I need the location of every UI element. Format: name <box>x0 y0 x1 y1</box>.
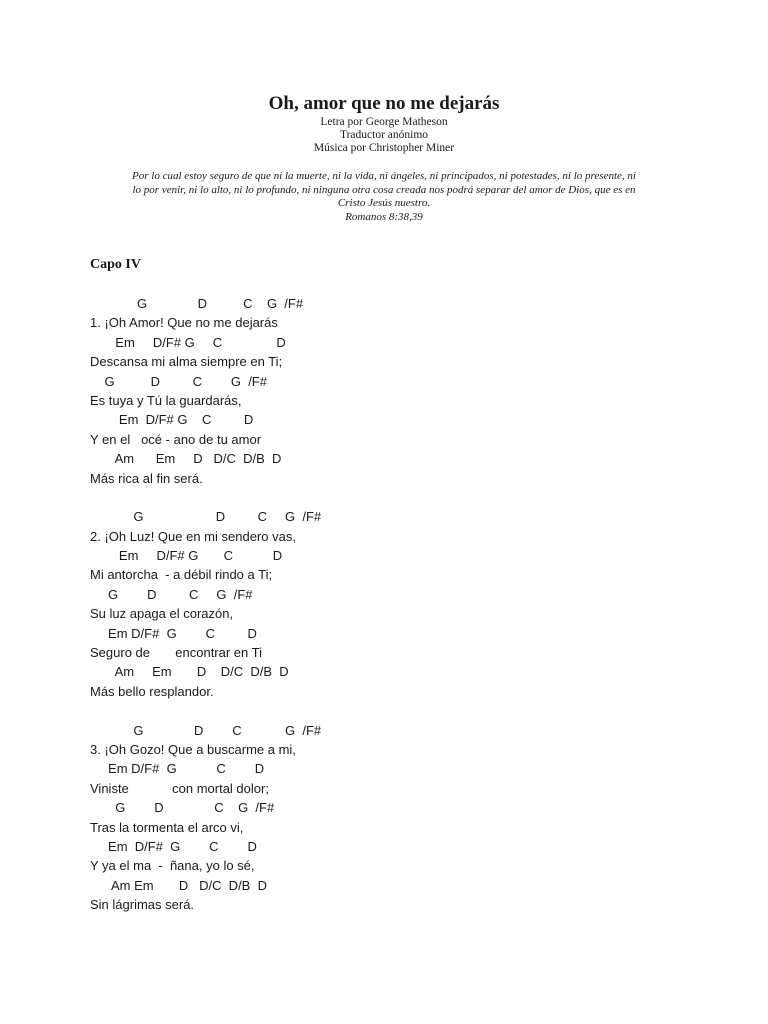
epigraph-line: Por lo cual estoy seguro de que ni la muerte, ni la vida, ni ángeles, ni principados, ni potestades, ni lo presente, ni <box>132 170 636 182</box>
lyric-line: Más rica al fin será. <box>90 470 203 486</box>
lyric-line: Y ya el ma - ñana, yo lo sé, <box>90 858 255 874</box>
song-body <box>90 294 710 915</box>
chord-line: G D C G /F# <box>90 722 322 738</box>
lyric-line: Sin lágrimas será. <box>90 897 195 913</box>
chord-line: Em D/F# G C D <box>90 548 283 564</box>
lyric-line: 1. ¡Oh Amor! Que no me dejarás <box>90 315 278 331</box>
scripture-epigraph <box>90 170 678 224</box>
verse-1 <box>90 294 710 488</box>
chord-line: Em D/F# G C D <box>90 625 257 641</box>
verse-spacer <box>90 488 710 507</box>
chord-line: G D C G /F# <box>90 373 267 389</box>
lyric-line: Y en el océ - ano de tu amor <box>90 431 262 447</box>
music-credit: Música por Christopher Miner <box>313 142 455 154</box>
lyric-line: Viniste con mortal dolor; <box>90 780 269 796</box>
chord-line: G D C G /F# <box>90 509 322 525</box>
scripture-reference: Romanos 8:38,39 <box>345 210 423 223</box>
epigraph-line: Cristo Jesús nuestro. <box>337 197 431 209</box>
chord-line: Em D/F# G C D <box>90 412 254 428</box>
chord-line: Em D/F# G C D <box>90 761 265 777</box>
chord-line: Em D/F# G C D <box>90 334 286 350</box>
lyric-line: 3. ¡Oh Gozo! Que a buscarme a mi, <box>90 741 296 757</box>
verse-spacer <box>90 701 710 720</box>
lyric-line: Descansa mi alma siempre en Ti; <box>90 354 283 370</box>
song-title: Oh, amor que no me dejarás <box>268 93 500 114</box>
lyric-line: Es tuya y Tú la guardarás, <box>90 392 242 408</box>
chord-line: G D C G /F# <box>90 800 275 816</box>
verse-3 <box>90 721 710 915</box>
lyric-line: Más bello resplandor. <box>90 683 214 699</box>
chord-line: Am Em D D/C D/B D <box>90 664 289 680</box>
chord-line: Am Em D D/C D/B D <box>90 877 267 893</box>
capo-label: Capo IV <box>90 257 141 272</box>
lyric-line: Mi antorcha - a débil rindo a Ti; <box>90 567 273 583</box>
lyrics-credit: Letra por George Matheson <box>320 116 448 128</box>
chord-line: Am Em D D/C D/B D <box>90 451 282 467</box>
lyric-line: Tras la tormenta el arco vi, <box>90 819 244 835</box>
lyric-line: Su luz apaga el corazón, <box>90 606 234 622</box>
lyric-line: Seguro de encontrar en Ti <box>90 645 262 661</box>
lyric-line: 2. ¡Oh Luz! Que en mi sendero vas, <box>90 528 296 544</box>
chord-line: Em D/F# G C D <box>90 838 257 854</box>
song-header <box>0 92 768 155</box>
translator-credit: Traductor anónimo <box>339 129 429 141</box>
verse-2 <box>90 507 710 701</box>
chord-line: G D C G /F# <box>90 586 253 602</box>
chord-line: G D C G /F# <box>90 296 304 311</box>
epigraph-line: lo por venir, ni lo alto, ni lo profundo, ni ninguna otra cosa creada nos podrá separar del amor de Dios, que es en <box>132 183 636 196</box>
